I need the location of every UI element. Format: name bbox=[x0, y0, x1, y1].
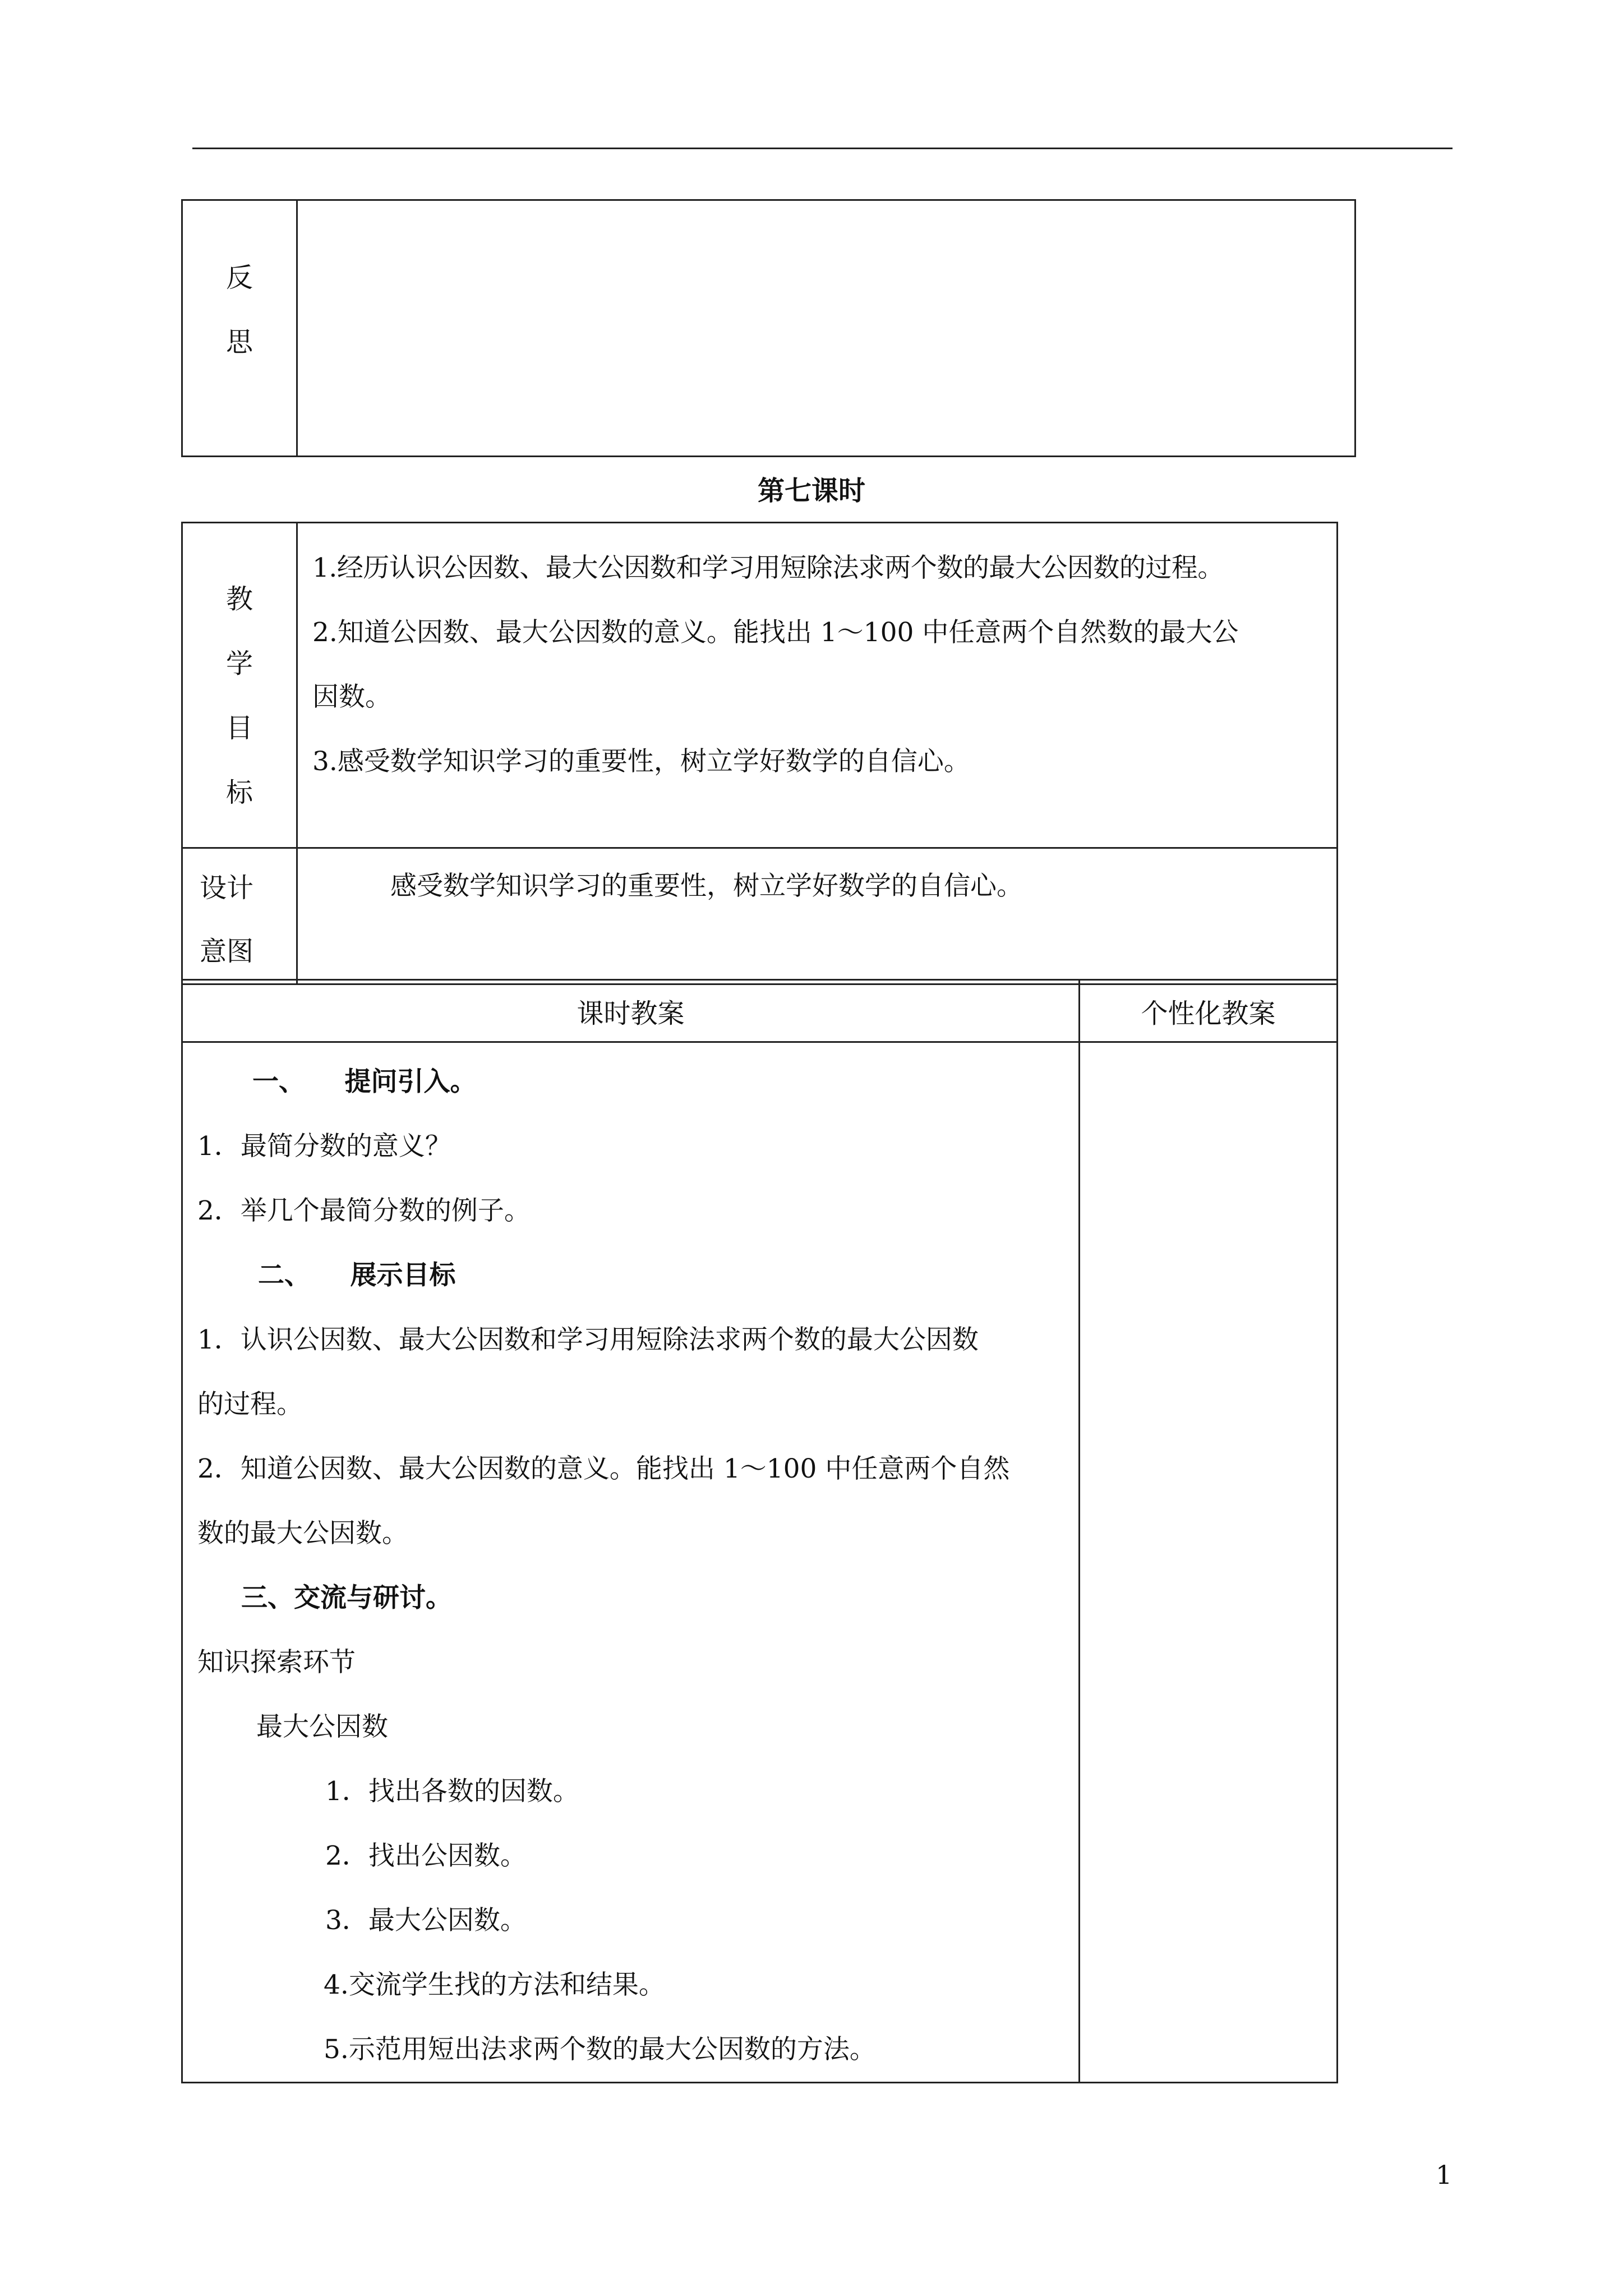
plan-line: 2．举几个最简分数的例子。 bbox=[197, 1195, 531, 1226]
goals-label bbox=[182, 523, 297, 848]
reflection-content bbox=[297, 200, 1355, 457]
design-intent-label-line: 意图 bbox=[200, 936, 254, 967]
plan-line: 知识探索环节 bbox=[197, 1647, 356, 1678]
section-heading: 二、 展示目标 bbox=[258, 1260, 456, 1291]
goal-line: 1.经历认识公因数、最大公因数和学习用短除法求两个数的最大公因数的过程。 bbox=[312, 553, 1224, 583]
plan-line: 5.示范用短出法求两个数的最大公因数的方法。 bbox=[324, 2034, 876, 2065]
goals-content bbox=[297, 523, 1338, 848]
goals-label-char: 学 bbox=[225, 648, 253, 679]
reflection-label bbox=[182, 200, 297, 457]
reflection-label-char: 反 bbox=[225, 262, 253, 293]
goals-label-char: 目 bbox=[225, 712, 253, 744]
lesson-plan-content bbox=[182, 1042, 1080, 2083]
plan-line: 的过程。 bbox=[197, 1389, 303, 1420]
plan-line: 1．找出各数的因数。 bbox=[325, 1776, 579, 1807]
plan-line: 1．最简分数的意义？ bbox=[197, 1131, 451, 1162]
personal-plan-content bbox=[1080, 1042, 1338, 2083]
goals-label-char: 教 bbox=[225, 583, 253, 615]
plan-line: 4.交流学生找的方法和结果。 bbox=[324, 1970, 665, 2000]
lesson-plan-header: 课时教案 bbox=[182, 980, 1080, 1042]
plan-line: 3．最大公因数。 bbox=[325, 1905, 527, 1936]
goal-line: 2.知道公因数、最大公因数的意义。能找出 1～100 中任意两个自然数的最大公 bbox=[312, 617, 1239, 648]
reflection-table bbox=[181, 199, 1356, 457]
section-heading: 一、 提问引入。 bbox=[252, 1066, 477, 1097]
header-rule bbox=[192, 148, 1453, 149]
goals-label-char: 标 bbox=[225, 777, 253, 808]
plan-line: 数的最大公因数。 bbox=[197, 1518, 408, 1549]
goal-line: 3.感受数学知识学习的重要性，树立学好数学的自信心。 bbox=[312, 746, 970, 777]
design-intent-label bbox=[182, 848, 297, 984]
section-heading: 三、交流与研讨。 bbox=[241, 1582, 452, 1613]
reflection-label-char: 思 bbox=[225, 326, 253, 358]
design-intent-text: 感受数学知识学习的重要性，树立学好数学的自信心。 bbox=[297, 848, 1338, 984]
lesson-title: 第七课时 bbox=[757, 475, 865, 507]
plan-line: 最大公因数 bbox=[256, 1711, 388, 1742]
lesson-plan-table bbox=[181, 979, 1338, 2083]
plan-line: 2．知道公因数、最大公因数的意义。能找出 1～100 中任意两个自然 bbox=[197, 1453, 1010, 1484]
goal-line: 因数。 bbox=[312, 682, 391, 712]
objectives-table bbox=[181, 522, 1338, 985]
plan-line: 2．找出公因数。 bbox=[325, 1841, 527, 1871]
personal-plan-header: 个性化教案 bbox=[1080, 980, 1338, 1042]
design-intent-label-line: 设计 bbox=[200, 872, 254, 904]
page-number: 1 bbox=[1436, 2160, 1453, 2190]
plan-line: 1．认识公因数、最大公因数和学习用短除法求两个数的最大公因数 bbox=[197, 1324, 979, 1355]
